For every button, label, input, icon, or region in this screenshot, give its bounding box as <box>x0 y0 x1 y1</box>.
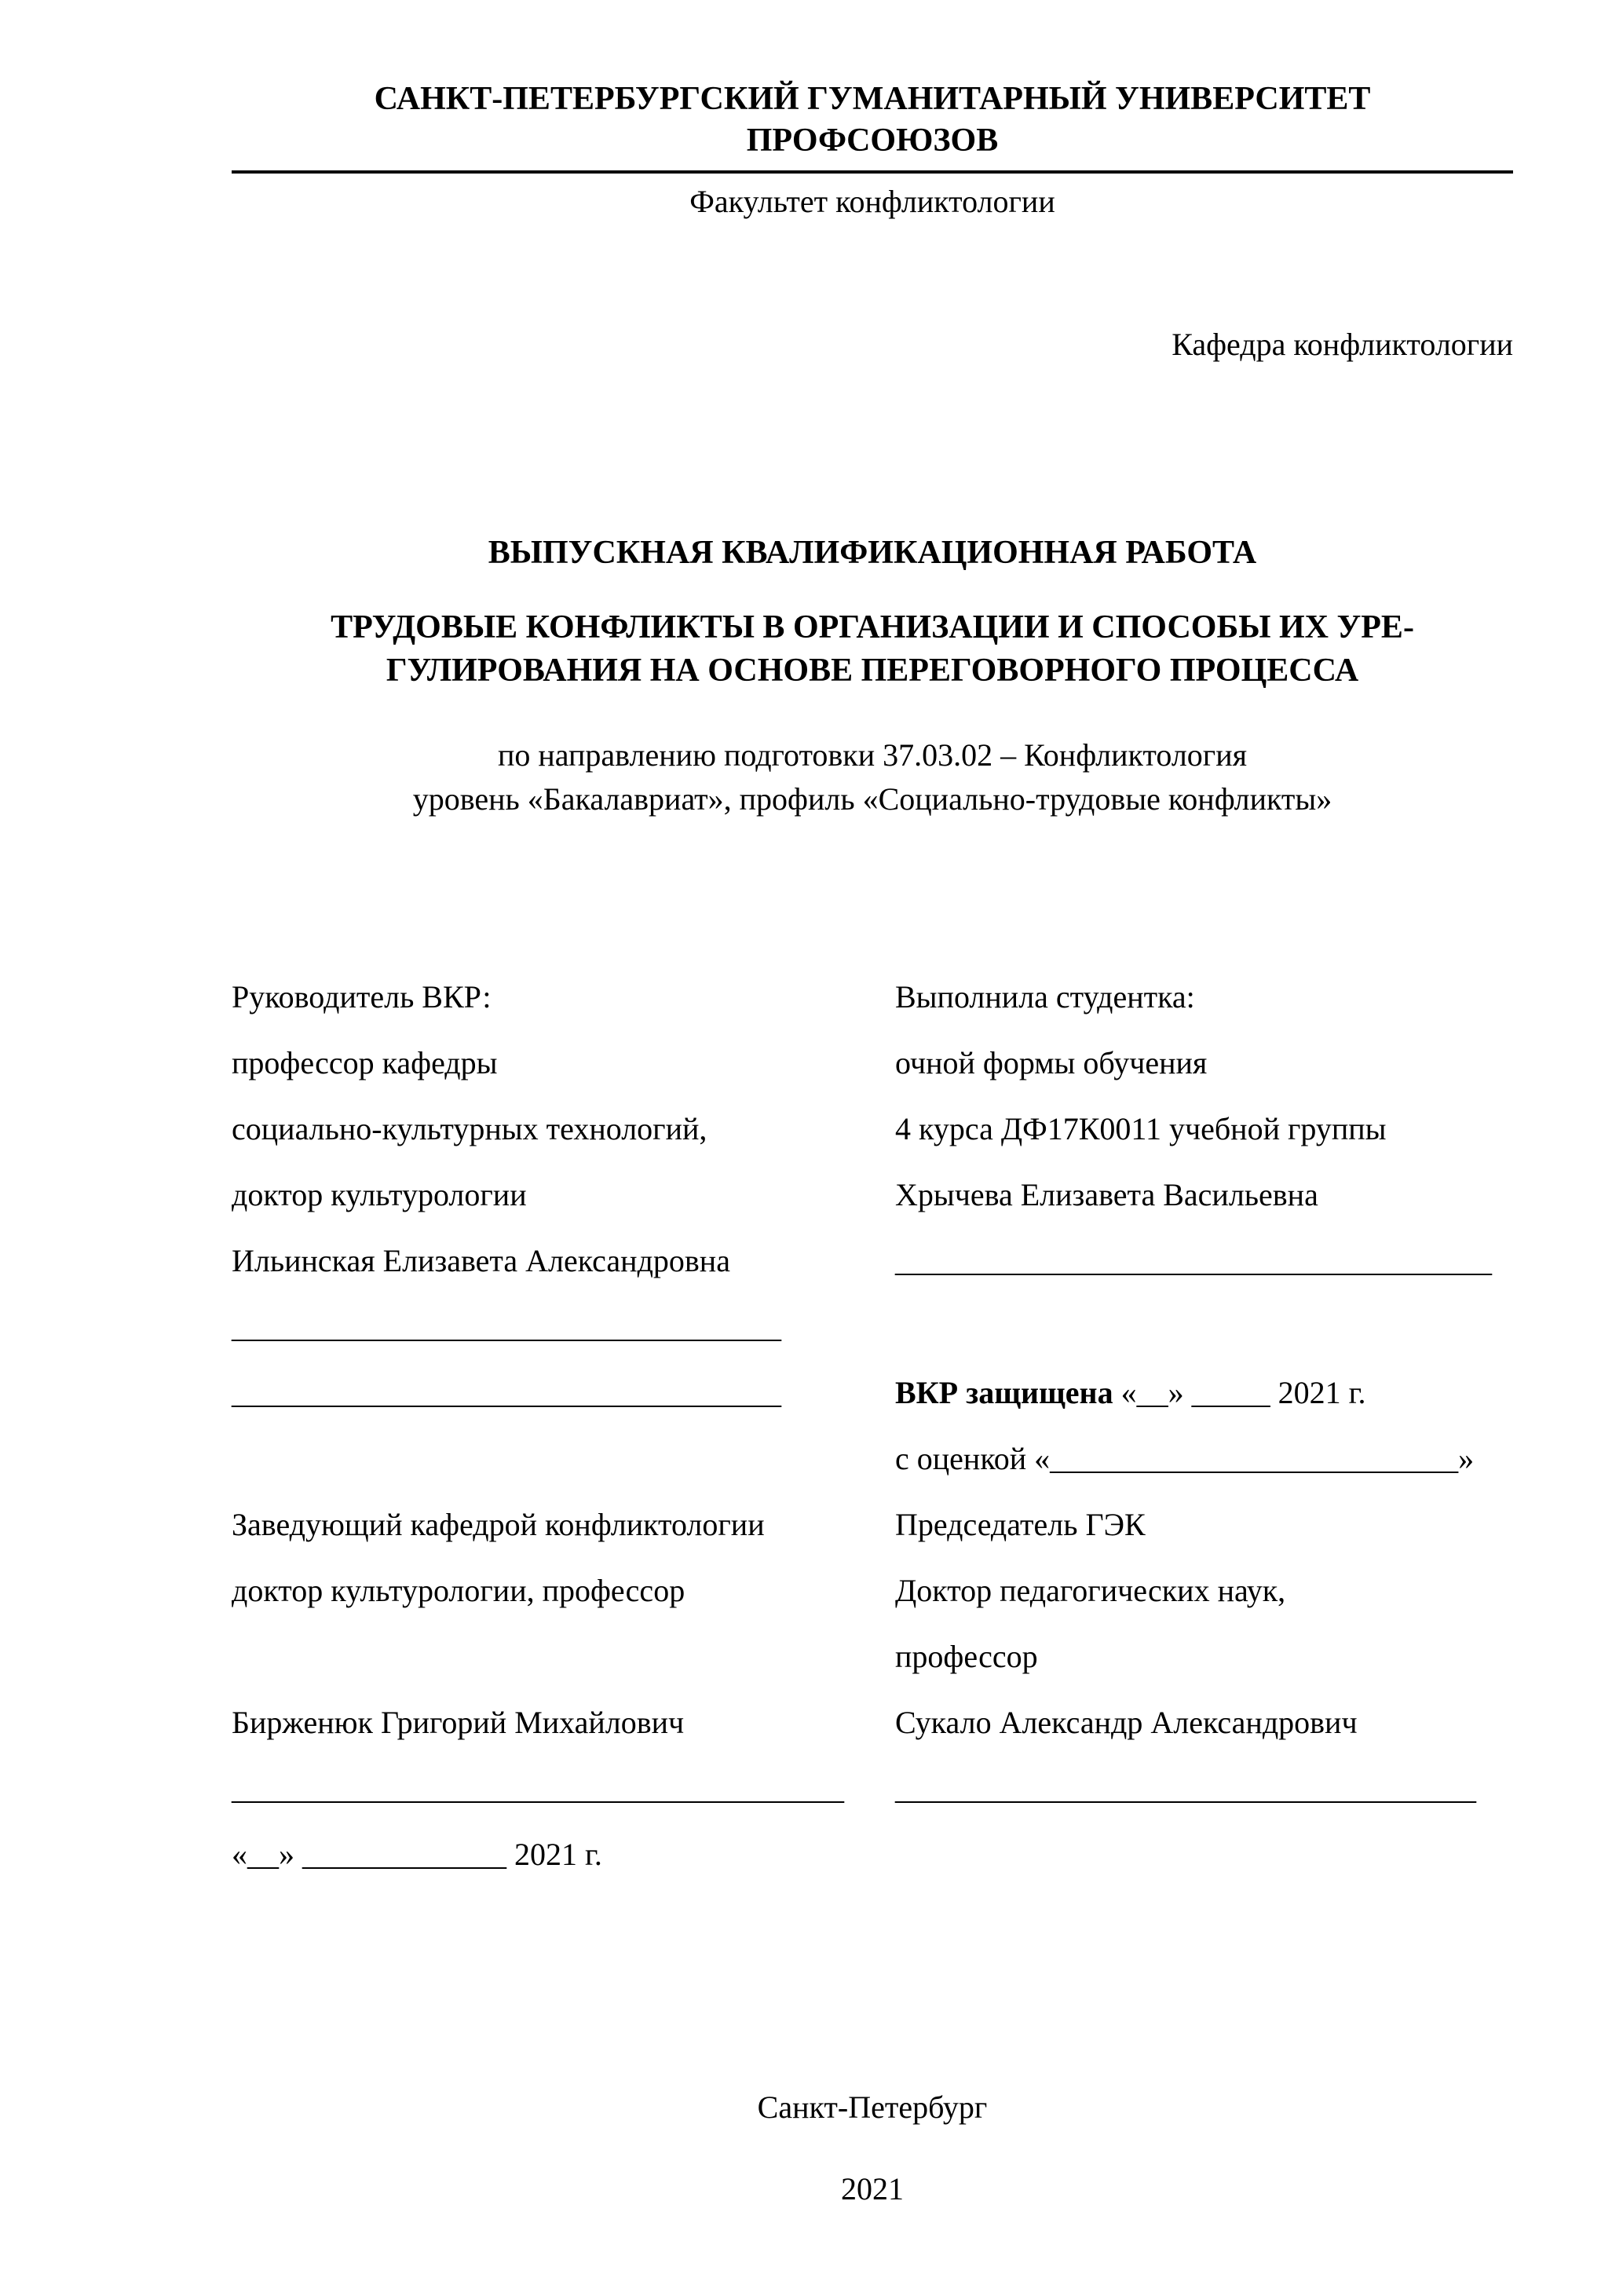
signature-cell-left: социально-культурных технологий, <box>232 1111 707 1147</box>
signature-cell-left: доктор культурологии <box>232 1177 527 1213</box>
date-blank-line: «__» _____________ 2021 г. <box>232 1837 602 1873</box>
thesis-topic-line1: ТРУДОВЫЕ КОНФЛИКТЫ В ОРГАНИЗАЦИИ И СПОСОБЫ ИХ УРЕ- <box>331 609 1414 645</box>
signature-line: _______________________________________ <box>232 1771 844 1807</box>
signature-cell-right: Хрычева Елизавета Васильевна <box>895 1177 1318 1213</box>
program-info <box>232 733 1513 821</box>
footer-year: 2021 <box>841 2171 904 2207</box>
university-header <box>232 79 1513 174</box>
signature-line: ______________________________________ <box>895 1243 1492 1279</box>
signature-cell-right: 4 курса ДФ17К0011 учебной группы <box>895 1111 1387 1147</box>
university-name-line1: САНКТ-ПЕТЕРБУРГСКИЙ ГУМАНИТАРНЫЙ УНИВЕРСИТЕТ <box>374 81 1371 117</box>
signature-row <box>232 1307 1513 1373</box>
signature-cell-right: профессор <box>895 1639 1038 1675</box>
program-direction: по направлению подготовки 37.03.02 – Конфликтология <box>497 737 1248 773</box>
thesis-topic-line2: ГУЛИРОВАНИЯ НА ОСНОВЕ ПЕРЕГОВОРНОГО ПРОЦЕССА <box>386 653 1359 689</box>
signature-line: ___________________________________ <box>232 1375 781 1411</box>
signature-cell-left: профессор кафедры <box>232 1045 498 1081</box>
signature-cell-left: Руководитель ВКР: <box>232 979 492 1015</box>
signature-row <box>232 1373 1513 1439</box>
signature-cell-left: Ильинская Елизавета Александровна <box>232 1243 730 1279</box>
signature-line: _____________________________________ <box>895 1771 1476 1807</box>
signature-block <box>232 977 1513 1900</box>
signature-cell-left: Заведующий кафедрой конфликтологии <box>232 1507 765 1543</box>
signature-cell-right: Выполнила студентка: <box>895 979 1195 1015</box>
defense-date-line <box>895 1373 1513 1413</box>
signature-line: ___________________________________ <box>232 1309 781 1345</box>
signature-row <box>232 1043 1513 1109</box>
signature-cell-left: доктор культурологии, профессор <box>232 1573 685 1609</box>
work-type-title: ВЫПУСКНАЯ КВАЛИФИКАЦИОННАЯ РАБОТА <box>488 535 1257 571</box>
thesis-topic <box>232 606 1513 693</box>
footer-city: Санкт-Петербург <box>757 2089 988 2126</box>
signature-row <box>232 1175 1513 1241</box>
grade-line: с оценкой «__________________________» <box>895 1441 1475 1477</box>
signature-row <box>232 1109 1513 1175</box>
signature-cell-right: Доктор педагогических наук, <box>895 1573 1286 1609</box>
signature-row <box>232 1439 1513 1504</box>
signature-row <box>232 1570 1513 1636</box>
signature-row <box>232 1702 1513 1768</box>
signature-row <box>232 1768 1513 1834</box>
program-level-profile: уровень «Бакалавриат», профиль «Социально-трудовые конфликты» <box>412 781 1332 817</box>
signature-row <box>232 977 1513 1043</box>
signature-row <box>232 1504 1513 1570</box>
signature-cell-right: Сукало Александр Александрович <box>895 1705 1358 1741</box>
defense-label: ВКР защищена <box>895 1375 1113 1411</box>
signature-row <box>232 1241 1513 1307</box>
signature-row <box>232 1834 1513 1900</box>
signature-row <box>232 1636 1513 1702</box>
signature-cell-right: очной формы обучения <box>895 1045 1208 1081</box>
faculty-name: Факультет конфликтологии <box>689 184 1055 219</box>
department-name: Кафедра конфликтологии <box>1172 327 1513 362</box>
signature-cell-left: Бирженюк Григорий Михайлович <box>232 1705 685 1741</box>
signature-cell-right: Председатель ГЭК <box>895 1507 1146 1543</box>
defense-date-blank: «__» _____ 2021 г. <box>1113 1375 1366 1411</box>
university-name-line2: ПРОФСОЮЗОВ <box>746 122 999 159</box>
